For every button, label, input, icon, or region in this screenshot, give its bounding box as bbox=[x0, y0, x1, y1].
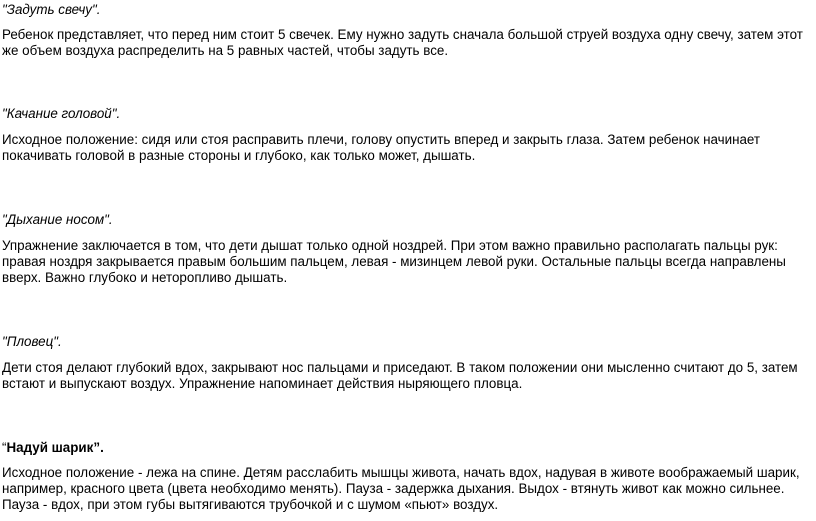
exercise-title: "Дыхание носом". bbox=[2, 212, 113, 227]
exercise-title: "Качание головой". bbox=[2, 106, 121, 121]
exercise-description: Ребенок представляет, что перед ним стоит 5 свечек. Ему нужно задуть сначала большой струей воздуха одну свечу, затем этот же объем воздуха распределить на 5 равных частей, чтобы задуть все. bbox=[2, 27, 803, 59]
exercise-description: Исходное положение: сидя или стоя расправить плечи, голову опустить вперед и закрыть глаза. Затем ребенок начинает покачивать головой в разные стороны и глубоко, как только может, дышать. bbox=[2, 132, 761, 164]
exercise-title bbox=[2, 440, 104, 456]
exercise-description: Упражнение заключается в том, что дети дышат только одной ноздрей. При этом важно правильно располагать пальцы рук: правая ноздря закрывается правым большим пальцем, левая - мизинцем левой руки. Остальные пальцы всегда направлены вверх. Важно глубоко и неторопливо дышать. bbox=[2, 238, 786, 286]
exercise-title: "Задуть свечу". bbox=[2, 2, 101, 17]
title-text: Надуй шарик”. bbox=[6, 440, 104, 455]
exercise-title: "Пловец". bbox=[2, 334, 62, 349]
exercise-description: Дети стоя делают глубокий вдох, закрывают нос пальцами и приседают. В таком положении они мысленно считают до 5, затем встают и выпускают воздух. Упражнение напоминает действия ныряющего пловца. bbox=[2, 360, 798, 392]
title-open-quote: “ bbox=[2, 440, 7, 455]
exercise-description: Исходное положение - лежа на спине. Детям расслабить мышцы живота, начать вдох, надувая в животе воображаемый шарик, например, красного цвета (цвета необходимо менять). Пауза - задержка дыхания. Выдох - втянуть живот как можно сильнее. Пауза - вдох, при этом губы вытягиваются трубочкой и с шумом «пьют» воздух. bbox=[2, 465, 800, 513]
